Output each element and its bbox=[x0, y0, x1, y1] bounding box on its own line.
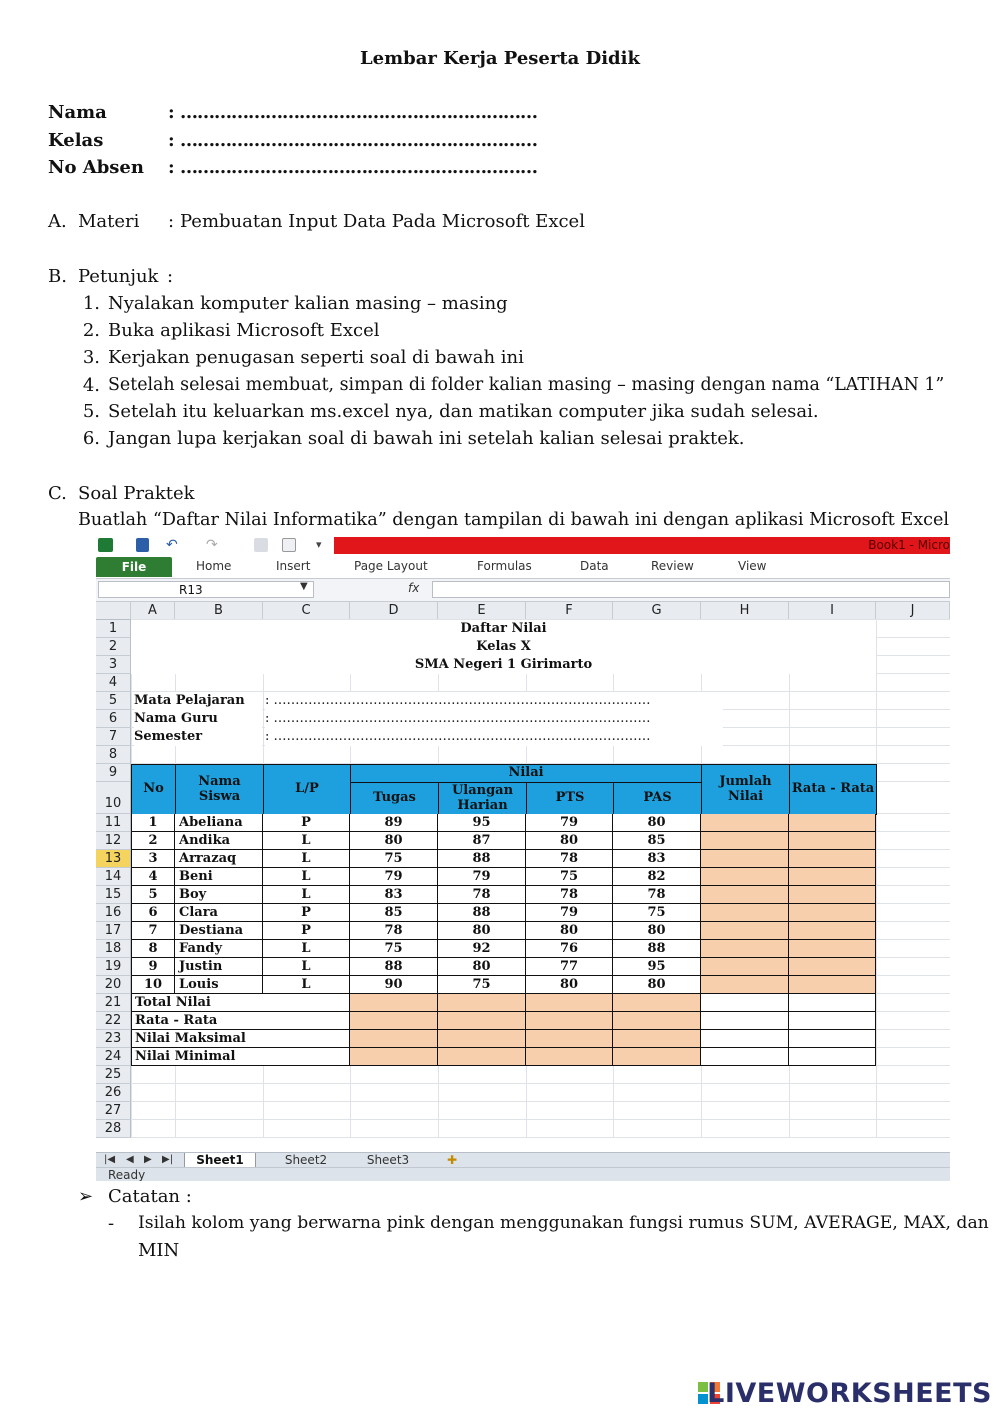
step-text: Kerjakan penugasan seperti soal di bawah ini bbox=[108, 347, 524, 368]
insert-sheet-icon[interactable]: ✚ bbox=[446, 1153, 458, 1167]
summary-cell[interactable] bbox=[438, 994, 526, 1012]
cell-pas[interactable]: 83 bbox=[613, 850, 701, 868]
header-lp: L/P bbox=[263, 764, 351, 815]
header-jumlah-nilai: Jumlah Nilai bbox=[701, 764, 790, 815]
row-header-5[interactable]: 5 bbox=[96, 692, 131, 710]
note-line-1: Isilah kolom yang berwarna pink dengan menggunakan fungsi rumus SUM, AVERAGE, MAX, dan bbox=[138, 1213, 989, 1233]
cell-tugas[interactable]: 85 bbox=[350, 904, 438, 922]
field-label-absen: No Absen bbox=[48, 157, 144, 178]
summary-cell[interactable] bbox=[350, 1012, 438, 1030]
cell-tugas[interactable]: 75 bbox=[350, 850, 438, 868]
header-nilai: Nilai bbox=[350, 764, 702, 783]
step-text: Buka aplikasi Microsoft Excel bbox=[108, 320, 380, 341]
summary-empty-cell[interactable] bbox=[789, 994, 876, 1012]
cell-ulangan[interactable]: 88 bbox=[438, 850, 526, 868]
section-a-label: Materi bbox=[78, 211, 140, 232]
row-header-17[interactable]: 17 bbox=[96, 922, 131, 940]
cell-ulangan[interactable]: 92 bbox=[438, 940, 526, 958]
row-header-1[interactable]: 1 bbox=[96, 620, 131, 638]
excel-app-icon bbox=[98, 538, 113, 552]
cell-lp[interactable]: L bbox=[263, 886, 350, 904]
gridline bbox=[876, 620, 877, 1138]
cell-pts[interactable]: 79 bbox=[526, 904, 613, 922]
summary-cell[interactable] bbox=[526, 1012, 613, 1030]
name-box-dropdown-icon[interactable]: ▼ bbox=[300, 581, 308, 592]
status-text: Ready bbox=[108, 1168, 146, 1181]
status-bar bbox=[96, 1167, 950, 1181]
cell-ulangan[interactable]: 80 bbox=[438, 922, 526, 940]
row-header-27[interactable]: 27 bbox=[96, 1102, 131, 1120]
cell-jumlah-nilai[interactable] bbox=[701, 850, 789, 868]
cell-ulangan[interactable]: 95 bbox=[438, 814, 526, 832]
row-header-12[interactable]: 12 bbox=[96, 832, 131, 850]
section-a-letter: A. bbox=[48, 211, 67, 232]
cell-pas[interactable]: 75 bbox=[613, 904, 701, 922]
gridline bbox=[131, 1101, 950, 1102]
summary-cell[interactable] bbox=[350, 1048, 438, 1066]
row-header-22[interactable]: 22 bbox=[96, 1012, 131, 1030]
summary-empty-cell[interactable] bbox=[789, 1030, 876, 1048]
title-bar bbox=[334, 537, 950, 554]
summary-cell[interactable] bbox=[438, 1030, 526, 1048]
cell-no[interactable]: 6 bbox=[131, 904, 175, 922]
cell-rata-rata[interactable] bbox=[789, 832, 876, 850]
cell-tugas[interactable]: 89 bbox=[350, 814, 438, 832]
prev-sheet-icon[interactable]: ◀ bbox=[126, 1154, 134, 1165]
excel-screenshot bbox=[96, 535, 950, 1181]
summary-cell[interactable] bbox=[438, 1012, 526, 1030]
section-a-colon: : bbox=[168, 211, 175, 232]
header-nama-siswa: Nama Siswa bbox=[175, 764, 264, 815]
step-number: 2. bbox=[82, 320, 100, 341]
column-header-A[interactable]: A bbox=[131, 602, 175, 620]
cell-tugas[interactable]: 90 bbox=[350, 976, 438, 994]
cell-no[interactable]: 4 bbox=[131, 868, 175, 886]
cell-jumlah-nilai[interactable] bbox=[701, 814, 789, 832]
field-nama-blank[interactable]: ……………………………………………………… bbox=[180, 102, 537, 123]
row-header-6[interactable]: 6 bbox=[96, 710, 131, 728]
summary-label: Nilai Minimal bbox=[131, 1048, 350, 1066]
tab-review[interactable]: Review bbox=[651, 559, 694, 573]
cell-jumlah-nilai[interactable] bbox=[701, 958, 789, 976]
cell-lp[interactable]: L bbox=[263, 940, 350, 958]
note-bullet-icon: ➢ bbox=[78, 1186, 94, 1207]
cell-nama[interactable]: Beni bbox=[175, 868, 263, 886]
section-c-text: Buatlah “Daftar Nilai Informatika” dengan tampilan di bawah ini dengan aplikasi Microsoft Excel bbox=[78, 510, 950, 530]
cell-pas[interactable]: 85 bbox=[613, 832, 701, 850]
row-header-19[interactable]: 19 bbox=[96, 958, 131, 976]
name-box[interactable]: R13 bbox=[98, 581, 314, 598]
cell-lp[interactable]: L bbox=[263, 976, 350, 994]
info-label: Mata Pelajaran bbox=[134, 692, 262, 710]
tab-file[interactable]: File bbox=[96, 557, 172, 577]
section-a-text: Pembuatan Input Data Pada Microsoft Excel bbox=[180, 211, 585, 232]
cell-nama[interactable]: Clara bbox=[175, 904, 263, 922]
section-b-label: Petunjuk bbox=[78, 266, 159, 287]
header-pas: PAS bbox=[613, 782, 702, 815]
sheet-tab-bar bbox=[96, 1152, 950, 1168]
cell-jumlah-nilai[interactable] bbox=[701, 940, 789, 958]
column-header-I[interactable]: I bbox=[789, 602, 876, 620]
step-text: Setelah selesai membuat, simpan di folder kalian masing – masing dengan nama “LATIHAN 1” bbox=[108, 375, 945, 395]
sheet-title-line: Daftar Nilai bbox=[131, 620, 876, 638]
cell-nama[interactable]: Justin bbox=[175, 958, 263, 976]
summary-cell[interactable] bbox=[438, 1048, 526, 1066]
column-header-H[interactable]: H bbox=[701, 602, 789, 620]
row-header-10[interactable]: 10 bbox=[96, 782, 131, 814]
liveworksheets-logo: LIVEWORKSHEETS bbox=[707, 1378, 992, 1409]
section-b-letter: B. bbox=[48, 266, 67, 287]
note-dash: - bbox=[108, 1213, 115, 1234]
cell-pts[interactable]: 79 bbox=[526, 814, 613, 832]
cell-nama[interactable]: Louis bbox=[175, 976, 263, 994]
cell-pas[interactable]: 80 bbox=[613, 814, 701, 832]
worksheet-title: Lembar Kerja Peserta Didik bbox=[360, 48, 640, 69]
cell-rata-rata[interactable] bbox=[789, 958, 876, 976]
cell-ulangan[interactable]: 75 bbox=[438, 976, 526, 994]
formula-bar bbox=[96, 579, 950, 602]
new-file-icon[interactable] bbox=[282, 538, 296, 552]
gridline bbox=[131, 1119, 950, 1120]
column-header-C[interactable]: C bbox=[263, 602, 350, 620]
column-header-J[interactable]: J bbox=[876, 602, 950, 620]
cell-rata-rata[interactable] bbox=[789, 922, 876, 940]
field-colon: : bbox=[168, 102, 175, 123]
cell-no[interactable]: 1 bbox=[131, 814, 175, 832]
cell-no[interactable]: 5 bbox=[131, 886, 175, 904]
cell-no[interactable]: 10 bbox=[131, 976, 175, 994]
cell-pts[interactable]: 80 bbox=[526, 976, 613, 994]
row-header-15[interactable]: 15 bbox=[96, 886, 131, 904]
row-header-16[interactable]: 16 bbox=[96, 904, 131, 922]
ribbon-tabs bbox=[96, 556, 950, 579]
cell-nama[interactable]: Destiana bbox=[175, 922, 263, 940]
row-header-4[interactable]: 4 bbox=[96, 674, 131, 692]
header-no: No bbox=[131, 764, 176, 815]
cell-rata-rata[interactable] bbox=[789, 814, 876, 832]
note-line-2: MIN bbox=[138, 1240, 180, 1261]
cell-pas[interactable]: 80 bbox=[613, 976, 701, 994]
cell-ulangan[interactable]: 78 bbox=[438, 886, 526, 904]
cell-jumlah-nilai[interactable] bbox=[701, 976, 789, 994]
summary-cell[interactable] bbox=[613, 1012, 701, 1030]
step-number: 4. bbox=[82, 375, 100, 396]
step-number: 3. bbox=[82, 347, 100, 368]
tab-page-layout[interactable]: Page Layout bbox=[354, 559, 428, 573]
cell-lp[interactable]: P bbox=[263, 814, 350, 832]
note-label: Catatan : bbox=[108, 1186, 192, 1207]
summary-cell[interactable] bbox=[350, 1030, 438, 1048]
cell-lp[interactable]: L bbox=[263, 850, 350, 868]
summary-empty-cell[interactable] bbox=[701, 994, 789, 1012]
summary-label: Nilai Maksimal bbox=[131, 1030, 350, 1048]
cell-ulangan[interactable]: 79 bbox=[438, 868, 526, 886]
field-kelas-blank[interactable]: ……………………………………………………… bbox=[180, 130, 537, 151]
tab-data[interactable]: Data bbox=[580, 559, 609, 573]
info-label: Semester bbox=[134, 728, 262, 746]
row-header-9[interactable]: 9 bbox=[96, 764, 131, 782]
cell-pas[interactable]: 78 bbox=[613, 886, 701, 904]
cell-rata-rata[interactable] bbox=[789, 976, 876, 994]
cell-pts[interactable]: 78 bbox=[526, 850, 613, 868]
summary-cell[interactable] bbox=[613, 994, 701, 1012]
cell-no[interactable]: 8 bbox=[131, 940, 175, 958]
cell-nama[interactable]: Boy bbox=[175, 886, 263, 904]
cell-jumlah-nilai[interactable] bbox=[701, 904, 789, 922]
cell-jumlah-nilai[interactable] bbox=[701, 868, 789, 886]
cell-lp[interactable]: L bbox=[263, 958, 350, 976]
column-header-E[interactable]: E bbox=[438, 602, 526, 620]
undo-icon[interactable]: ↶ bbox=[166, 537, 178, 553]
summary-empty-cell[interactable] bbox=[701, 1030, 789, 1048]
redo-icon[interactable]: ↷ bbox=[206, 537, 218, 553]
tab-insert[interactable]: Insert bbox=[276, 559, 311, 573]
row-header-24[interactable]: 24 bbox=[96, 1048, 131, 1066]
header-ulangan-harian: Ulangan Harian bbox=[438, 782, 527, 815]
window-title: Book1 - Micro bbox=[868, 538, 950, 552]
row-header-8[interactable]: 8 bbox=[96, 746, 131, 764]
cell-nama[interactable]: Arrazaq bbox=[175, 850, 263, 868]
cell-pts[interactable]: 75 bbox=[526, 868, 613, 886]
summary-empty-cell[interactable] bbox=[789, 1048, 876, 1066]
info-label: Nama Guru bbox=[134, 710, 262, 728]
fx-icon[interactable]: fx bbox=[408, 581, 420, 595]
sheet-title-line: Kelas X bbox=[131, 638, 876, 656]
cell-tugas[interactable]: 83 bbox=[350, 886, 438, 904]
cell-rata-rata[interactable] bbox=[789, 940, 876, 958]
cell-ulangan[interactable]: 80 bbox=[438, 958, 526, 976]
cell-no[interactable]: 2 bbox=[131, 832, 175, 850]
column-header-D[interactable]: D bbox=[350, 602, 438, 620]
summary-cell[interactable] bbox=[526, 994, 613, 1012]
summary-empty-cell[interactable] bbox=[701, 1012, 789, 1030]
sheet-tab-3[interactable]: Sheet3 bbox=[366, 1153, 410, 1167]
cell-pas[interactable]: 82 bbox=[613, 868, 701, 886]
select-all-corner[interactable] bbox=[96, 602, 131, 620]
next-sheet-icon[interactable]: ▶ bbox=[144, 1154, 152, 1165]
summary-cell[interactable] bbox=[526, 1030, 613, 1048]
section-c-label: Soal Praktek bbox=[78, 483, 195, 504]
cell-rata-rata[interactable] bbox=[789, 904, 876, 922]
row-header-23[interactable]: 23 bbox=[96, 1030, 131, 1048]
cell-no[interactable]: 7 bbox=[131, 922, 175, 940]
summary-label: Total Nilai bbox=[131, 994, 350, 1012]
step-text: Setelah itu keluarkan ms.excel nya, dan matikan computer jika sudah selesai. bbox=[108, 401, 819, 422]
cell-pas[interactable]: 80 bbox=[613, 922, 701, 940]
formula-input[interactable] bbox=[432, 581, 950, 598]
cell-nama[interactable]: Fandy bbox=[175, 940, 263, 958]
tab-formulas[interactable]: Formulas bbox=[477, 559, 532, 573]
field-colon: : bbox=[168, 130, 175, 151]
row-header-7[interactable]: 7 bbox=[96, 728, 131, 746]
cell-tugas[interactable]: 88 bbox=[350, 958, 438, 976]
info-value-blank[interactable]: : …………………………………………………………………………… bbox=[265, 692, 723, 710]
cell-rata-rata[interactable] bbox=[789, 868, 876, 886]
step-number: 1. bbox=[82, 293, 100, 314]
cell-ulangan[interactable]: 87 bbox=[438, 832, 526, 850]
summary-empty-cell[interactable] bbox=[789, 1012, 876, 1030]
customize-qat-icon[interactable]: ▾ bbox=[316, 538, 322, 551]
sheet-title-line: SMA Negeri 1 Girimarto bbox=[131, 656, 876, 674]
cell-jumlah-nilai[interactable] bbox=[701, 922, 789, 940]
cell-no[interactable]: 3 bbox=[131, 850, 175, 868]
step-number: 6. bbox=[82, 428, 100, 449]
summary-cell[interactable] bbox=[613, 1048, 701, 1066]
section-b-colon: : bbox=[167, 266, 174, 287]
cell-pts[interactable]: 76 bbox=[526, 940, 613, 958]
cell-rata-rata[interactable] bbox=[789, 886, 876, 904]
field-colon: : bbox=[168, 157, 175, 178]
last-sheet-icon[interactable]: ▶| bbox=[162, 1154, 174, 1165]
summary-cell[interactable] bbox=[613, 1030, 701, 1048]
section-c-letter: C. bbox=[48, 483, 67, 504]
cell-lp[interactable]: P bbox=[263, 904, 350, 922]
summary-label: Rata - Rata bbox=[131, 1012, 350, 1030]
cell-nama[interactable]: Abeliana bbox=[175, 814, 263, 832]
header-tugas: Tugas bbox=[350, 782, 439, 815]
cell-tugas[interactable]: 75 bbox=[350, 940, 438, 958]
sheet-tab-2[interactable]: Sheet2 bbox=[284, 1153, 328, 1167]
step-number: 5. bbox=[82, 401, 100, 422]
print-preview-icon[interactable] bbox=[254, 538, 268, 552]
save-icon[interactable] bbox=[136, 538, 149, 552]
first-sheet-icon[interactable]: |◀ bbox=[104, 1154, 116, 1165]
cell-pts[interactable]: 80 bbox=[526, 832, 613, 850]
cell-pts[interactable]: 78 bbox=[526, 886, 613, 904]
sheet-tab-1[interactable]: Sheet1 bbox=[184, 1153, 256, 1167]
cell-pas[interactable]: 88 bbox=[613, 940, 701, 958]
column-header-B[interactable]: B bbox=[175, 602, 263, 620]
field-label-nama: Nama bbox=[48, 102, 107, 123]
cell-tugas[interactable]: 80 bbox=[350, 832, 438, 850]
header-pts: PTS bbox=[526, 782, 614, 815]
row-header-20[interactable]: 20 bbox=[96, 976, 131, 994]
tab-home[interactable]: Home bbox=[196, 559, 232, 573]
gridline bbox=[131, 1137, 950, 1138]
quick-access-toolbar bbox=[96, 535, 950, 555]
cell-no[interactable]: 9 bbox=[131, 958, 175, 976]
row-header-25[interactable]: 25 bbox=[96, 1066, 131, 1084]
summary-empty-cell[interactable] bbox=[701, 1048, 789, 1066]
field-absen-blank[interactable]: ……………………………………………………… bbox=[180, 157, 537, 178]
row-header-3[interactable]: 3 bbox=[96, 656, 131, 674]
header-rata-rata: Rata - Rata bbox=[789, 764, 877, 815]
cell-tugas[interactable]: 79 bbox=[350, 868, 438, 886]
row-header-11[interactable]: 11 bbox=[96, 814, 131, 832]
summary-cell[interactable] bbox=[526, 1048, 613, 1066]
field-label-kelas: Kelas bbox=[48, 130, 104, 151]
row-header-18[interactable]: 18 bbox=[96, 940, 131, 958]
column-header-G[interactable]: G bbox=[613, 602, 701, 620]
tab-view[interactable]: View bbox=[738, 559, 767, 573]
row-header-21[interactable]: 21 bbox=[96, 994, 131, 1012]
cell-lp[interactable]: L bbox=[263, 868, 350, 886]
row-header-28[interactable]: 28 bbox=[96, 1120, 131, 1138]
cell-pts[interactable]: 80 bbox=[526, 922, 613, 940]
cell-jumlah-nilai[interactable] bbox=[701, 832, 789, 850]
gridline bbox=[131, 1083, 950, 1084]
row-header-2[interactable]: 2 bbox=[96, 638, 131, 656]
column-header-F[interactable]: F bbox=[526, 602, 613, 620]
cell-jumlah-nilai[interactable] bbox=[701, 886, 789, 904]
cell-lp[interactable]: P bbox=[263, 922, 350, 940]
cell-nama[interactable]: Andika bbox=[175, 832, 263, 850]
spreadsheet-grid[interactable] bbox=[96, 602, 950, 1152]
step-text: Jangan lupa kerjakan soal di bawah ini setelah kalian selesai praktek. bbox=[108, 428, 745, 449]
cell-tugas[interactable]: 78 bbox=[350, 922, 438, 940]
step-text: Nyalakan komputer kalian masing – masing bbox=[108, 293, 508, 314]
cell-lp[interactable]: L bbox=[263, 832, 350, 850]
row-header-26[interactable]: 26 bbox=[96, 1084, 131, 1102]
cell-rata-rata[interactable] bbox=[789, 850, 876, 868]
info-value-blank[interactable]: : …………………………………………………………………………… bbox=[265, 710, 723, 728]
cell-pts[interactable]: 77 bbox=[526, 958, 613, 976]
summary-cell[interactable] bbox=[350, 994, 438, 1012]
info-value-blank[interactable]: : …………………………………………………………………………… bbox=[265, 728, 723, 746]
cell-ulangan[interactable]: 88 bbox=[438, 904, 526, 922]
cell-pas[interactable]: 95 bbox=[613, 958, 701, 976]
row-header-13[interactable]: 13 bbox=[96, 850, 131, 868]
row-header-14[interactable]: 14 bbox=[96, 868, 131, 886]
